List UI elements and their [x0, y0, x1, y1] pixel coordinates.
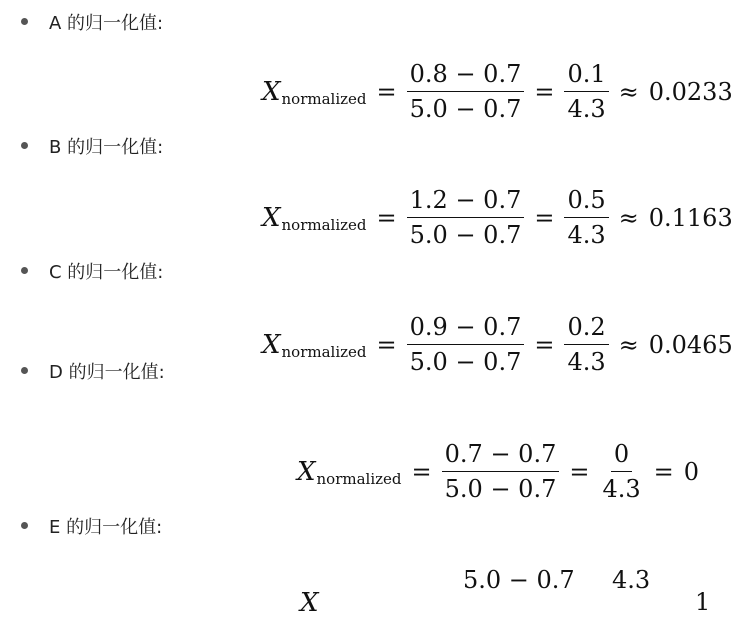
bullet-icon — [21, 367, 28, 374]
result-value: 0.1163 — [648, 203, 733, 232]
result-value: 1 — [695, 588, 711, 616]
variable: X — [262, 329, 281, 360]
fraction: $\frac{0}{4.3}$ — [602, 440, 641, 503]
item-label: A 的归一化值: — [49, 13, 164, 34]
subscript: normalized — [316, 469, 402, 488]
numerator: 5.0 − 0.7 — [463, 566, 575, 594]
formula: X normalized = $\frac{0.9 - 0.7}{5.0 - 0.7}$ = $\frac{0.2}{4.3}$ ≈ 0.0465 — [262, 313, 733, 376]
fraction: $\frac{0.7 - 0.7}{5.0 - 0.7}$ — [442, 440, 560, 503]
subscript: normalized — [281, 342, 367, 361]
bullet-icon — [21, 522, 28, 529]
bullet-icon — [21, 142, 28, 149]
fraction: $\frac{0.5}{4.3}$ — [564, 186, 608, 249]
result-value: 0.0465 — [648, 330, 733, 359]
item-label: B 的归一化值: — [49, 137, 164, 158]
result-value: 0.0233 — [648, 77, 733, 106]
variable: X — [300, 588, 319, 618]
formula: X normalized = $\frac{0.7 - 0.7}{5.0 - 0.7}$ = $\frac{0}{4.3}$ = 0 — [297, 440, 700, 503]
item-label: D 的归一化值: — [49, 362, 165, 383]
variable: X — [262, 76, 281, 107]
bullet-icon — [21, 267, 28, 274]
subscript: normalized — [281, 215, 367, 234]
subscript: normalized — [281, 89, 367, 108]
fraction: $\frac{0.8 - 0.7}{5.0 - 0.7}$ — [407, 60, 525, 123]
fraction: $\frac{1.2 - 0.7}{5.0 - 0.7}$ — [407, 186, 525, 249]
variable: X — [262, 202, 281, 233]
fraction: $\frac{0.1}{4.3}$ — [564, 60, 608, 123]
item-label: E 的归一化值: — [49, 517, 163, 538]
fraction: $\frac{0.9 - 0.7}{5.0 - 0.7}$ — [407, 313, 525, 376]
formula: X normalized = $\frac{1.2 - 0.7}{5.0 - 0.7}$ = $\frac{0.5}{4.3}$ ≈ 0.1163 — [262, 186, 733, 249]
result-value: 0 — [683, 457, 700, 486]
bullet-icon — [21, 18, 28, 25]
numerator: 4.3 — [612, 566, 651, 594]
fraction: $\frac{0.2}{4.3}$ — [564, 313, 608, 376]
item-label: C 的归一化值: — [49, 262, 164, 283]
variable: X — [297, 456, 316, 487]
formula: X normalized = $\frac{0.8 - 0.7}{5.0 - 0.7}$ = $\frac{0.1}{4.3}$ ≈ 0.0233 — [262, 60, 733, 123]
